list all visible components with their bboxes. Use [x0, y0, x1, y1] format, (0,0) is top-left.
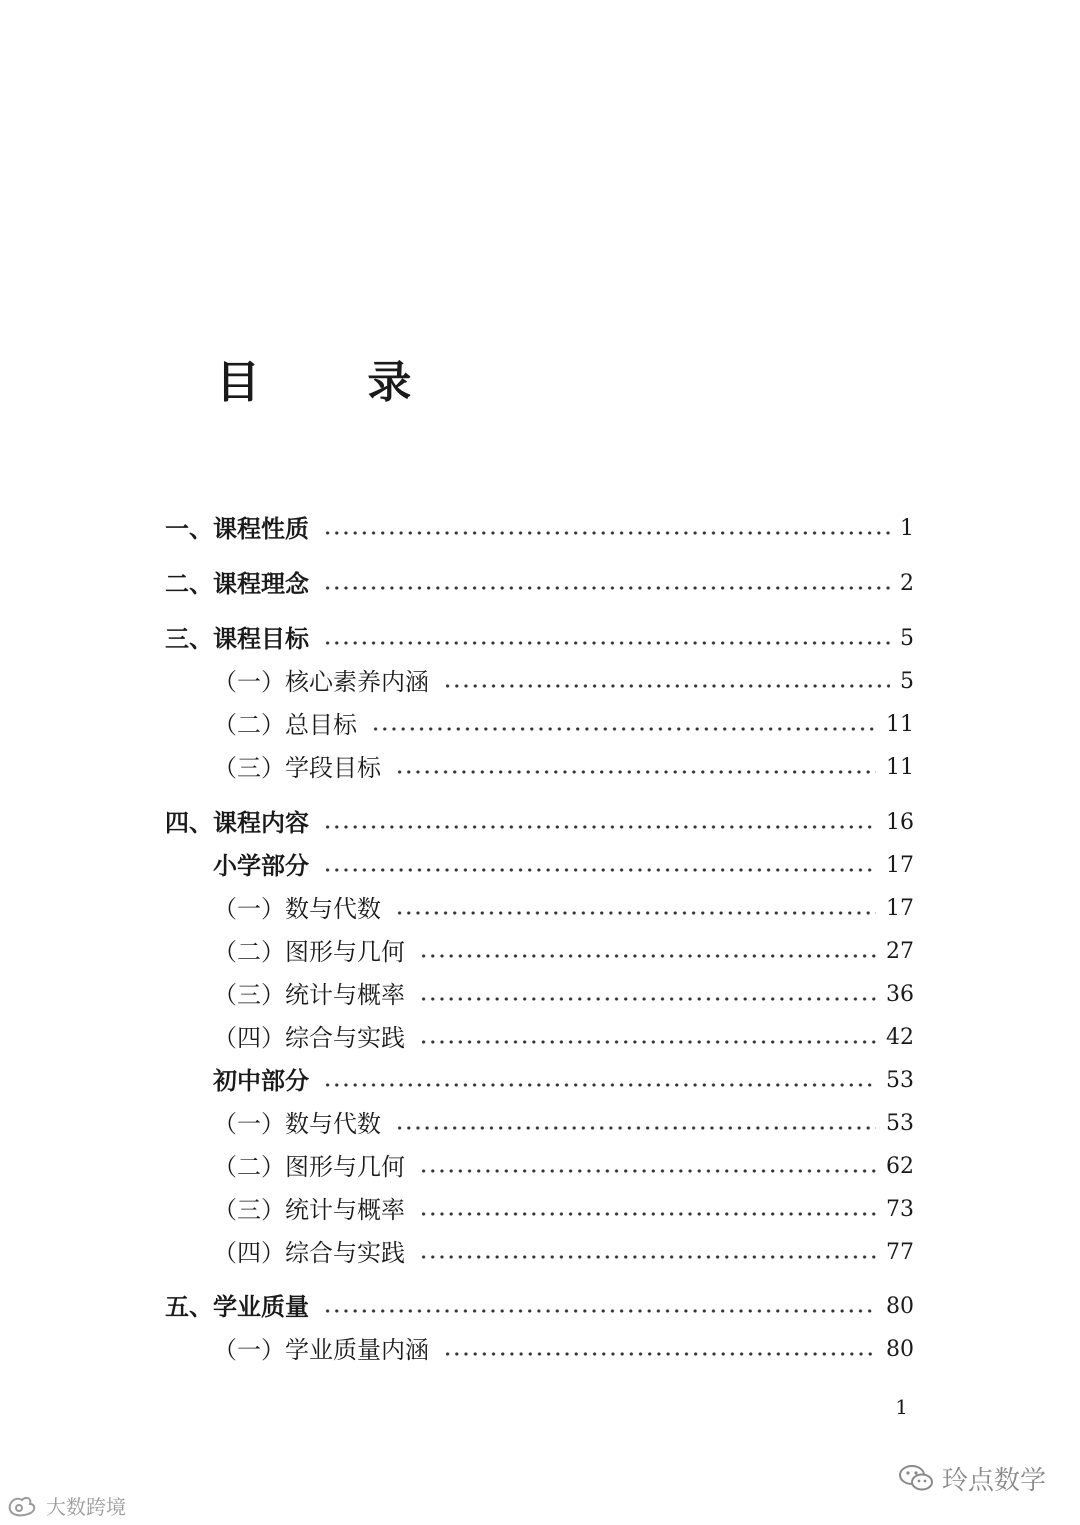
toc-dot-leader	[443, 684, 890, 688]
toc-entry	[0, 1289, 1080, 1325]
toc-entry-page: 77	[886, 1240, 914, 1265]
toc-entry-page: 11	[886, 712, 914, 737]
toc-entry	[0, 1332, 1080, 1368]
toc-dot-leader	[419, 1040, 876, 1044]
toc-entry-page: 2	[900, 571, 914, 596]
toc-entry	[0, 891, 1080, 927]
toc-dot-leader	[371, 727, 876, 731]
toc-dot-leader	[323, 586, 890, 590]
watermark-right	[898, 1458, 1046, 1498]
toc-entry-label: （二）图形与几何	[213, 938, 405, 966]
toc-entry-label: （一）数与代数	[213, 895, 381, 923]
toc-entry-page: 5	[900, 669, 914, 694]
toc-entry	[0, 750, 1080, 786]
toc-entry-page: 80	[886, 1337, 914, 1362]
toc-entry-page: 11	[886, 755, 914, 780]
toc-entry	[0, 566, 1080, 602]
toc-dot-leader	[323, 825, 876, 829]
toc-dot-leader	[323, 531, 890, 535]
toc-entry-label: 小学部分	[213, 851, 309, 880]
toc-entry-page: 17	[886, 896, 914, 921]
toc-entry-page: 62	[886, 1154, 914, 1179]
toc-entry	[0, 707, 1080, 743]
toc-dot-leader	[323, 1309, 876, 1313]
toc-entry-label: （三）统计与概率	[213, 1196, 405, 1224]
toc-dot-leader	[323, 1083, 876, 1087]
toc-dot-leader	[395, 770, 876, 774]
toc-entry	[0, 1063, 1080, 1099]
toc-entry-label: （一）数与代数	[213, 1110, 381, 1138]
toc-entry-page: 16	[886, 810, 914, 835]
toc-entry-page: 53	[886, 1068, 914, 1093]
toc-dot-leader	[443, 1352, 876, 1356]
toc-entry-label: 初中部分	[213, 1066, 309, 1095]
toc-entry-label: （四）综合与实践	[213, 1024, 405, 1052]
toc-entry-page: 17	[886, 853, 914, 878]
toc-entry	[0, 848, 1080, 884]
toc-dot-leader	[323, 641, 890, 645]
toc-dot-leader	[395, 1126, 876, 1130]
toc-entry-label: 二、课程理念	[165, 569, 309, 598]
toc-entry-label: （二）图形与几何	[213, 1153, 405, 1181]
toc-entry-page: 1	[900, 516, 914, 541]
toc-entry-label: 四、课程内容	[165, 808, 309, 837]
toc-entry-page: 73	[886, 1197, 914, 1222]
toc-dot-leader	[419, 954, 876, 958]
watermark-right-text: 玲点数学	[941, 1465, 1046, 1496]
toc-entry-page: 80	[886, 1294, 914, 1319]
toc-entry-label: （三）学段目标	[213, 754, 381, 782]
page-title: 目 录	[216, 357, 458, 408]
toc-entry	[0, 934, 1080, 970]
toc-entry-label: （一）学业质量内涵	[213, 1336, 429, 1364]
toc-entry	[0, 664, 1080, 700]
toc-dot-leader	[395, 911, 876, 915]
toc-entry	[0, 1020, 1080, 1056]
toc-entry-page: 5	[900, 626, 914, 651]
toc-entry-label: 五、学业质量	[165, 1292, 309, 1321]
toc-entry-page: 36	[886, 982, 914, 1007]
toc-entry-page: 42	[886, 1025, 914, 1050]
toc-dot-leader	[419, 1169, 876, 1173]
toc-entry-label: （一）核心素养内涵	[213, 668, 429, 696]
toc-entry-label: （二）总目标	[213, 711, 357, 739]
toc-entry	[0, 1149, 1080, 1185]
toc-entry	[0, 805, 1080, 841]
toc-entry	[0, 977, 1080, 1013]
toc-entry	[0, 1235, 1080, 1271]
toc-entry	[0, 621, 1080, 657]
toc-entry-label: 一、课程性质	[165, 514, 309, 543]
toc-dot-leader	[419, 1212, 876, 1216]
toc-entry	[0, 511, 1080, 547]
toc-entry	[0, 1106, 1080, 1142]
weibo-logo-icon	[6, 1492, 40, 1518]
toc-entry	[0, 1192, 1080, 1228]
toc-entry-label: 三、课程目标	[165, 624, 309, 653]
toc-dot-leader	[419, 1255, 876, 1259]
toc-entry-page: 53	[886, 1111, 914, 1136]
toc-entry-label: （三）统计与概率	[213, 981, 405, 1009]
wechat-logo-icon	[898, 1463, 934, 1493]
toc-entry-label: （四）综合与实践	[213, 1239, 405, 1267]
toc-dot-leader	[419, 997, 876, 1001]
watermark-left-text: 大数跨境	[46, 1494, 126, 1519]
watermark-left	[6, 1490, 126, 1520]
page-number: 1	[895, 1395, 908, 1419]
toc-entry-page: 27	[886, 939, 914, 964]
toc-dot-leader	[323, 868, 876, 872]
